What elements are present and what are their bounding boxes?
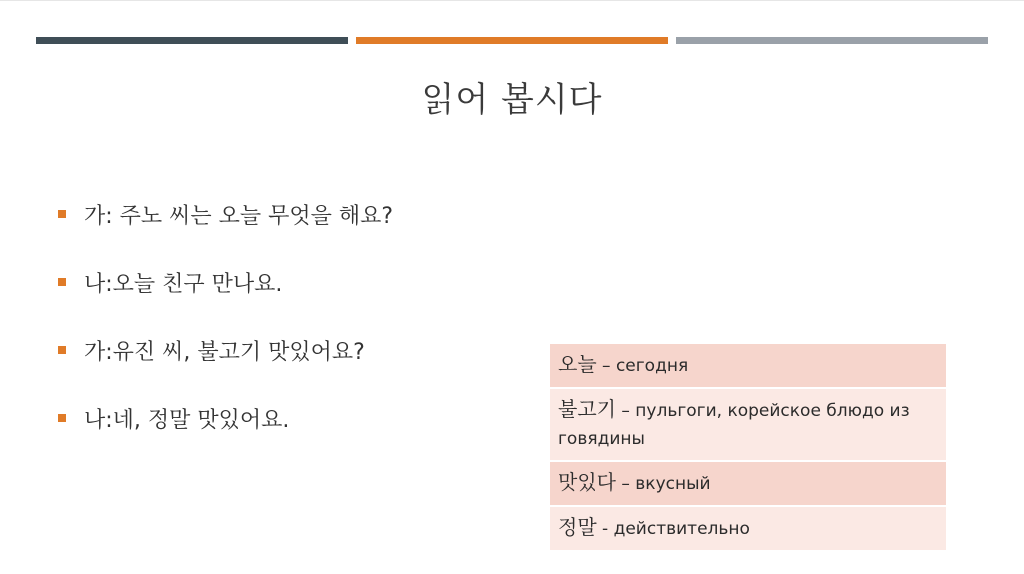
- header-bars: [36, 37, 988, 44]
- vocab-row: [550, 344, 946, 389]
- header-bar-gray: [676, 37, 988, 44]
- vocab-cell: [550, 462, 946, 505]
- dialogue-line: [58, 180, 393, 248]
- dialogue-line: [58, 316, 393, 384]
- square-bullet-icon: [58, 210, 66, 218]
- header-bar-dark: [36, 37, 348, 44]
- dialogue-line: [58, 384, 393, 452]
- vocab-korean: 오늘: [558, 352, 597, 376]
- vocab-russian: – сегодня: [596, 356, 689, 376]
- dialogue-text: 나:오늘 친구 만나요.: [84, 271, 283, 297]
- dialogue-list: [58, 180, 393, 452]
- vocabulary-table: [550, 344, 946, 552]
- vocab-russian: – пульгоги, корейское блюдо из говядины: [558, 401, 910, 449]
- dialogue-text: 가:유진 씨, 불고기 맛있어요?: [84, 339, 365, 365]
- dialogue-text: 가: 주노 씨는 오늘 무엇을 해요?: [84, 203, 394, 229]
- slide-title: 읽어 봅시다: [421, 80, 603, 120]
- vocab-russian: – вкусный: [615, 474, 711, 494]
- vocab-cell: [550, 344, 946, 387]
- square-bullet-icon: [58, 414, 66, 422]
- vocab-row: [550, 389, 946, 462]
- square-bullet-icon: [58, 278, 66, 286]
- vocab-cell: [550, 507, 946, 550]
- vocab-korean: 불고기: [558, 397, 616, 421]
- vocab-row: [550, 507, 946, 552]
- square-bullet-icon: [58, 346, 66, 354]
- vocab-cell: [550, 389, 946, 460]
- dialogue-line: [58, 248, 393, 316]
- dialogue-text: 나:네, 정말 맛있어요.: [84, 407, 290, 433]
- vocab-korean: 정말: [558, 515, 597, 539]
- vocab-korean: 맛있다: [558, 470, 616, 494]
- vocab-row: [550, 462, 946, 507]
- vocab-russian: - действительно: [596, 519, 750, 539]
- header-bar-orange: [356, 37, 668, 44]
